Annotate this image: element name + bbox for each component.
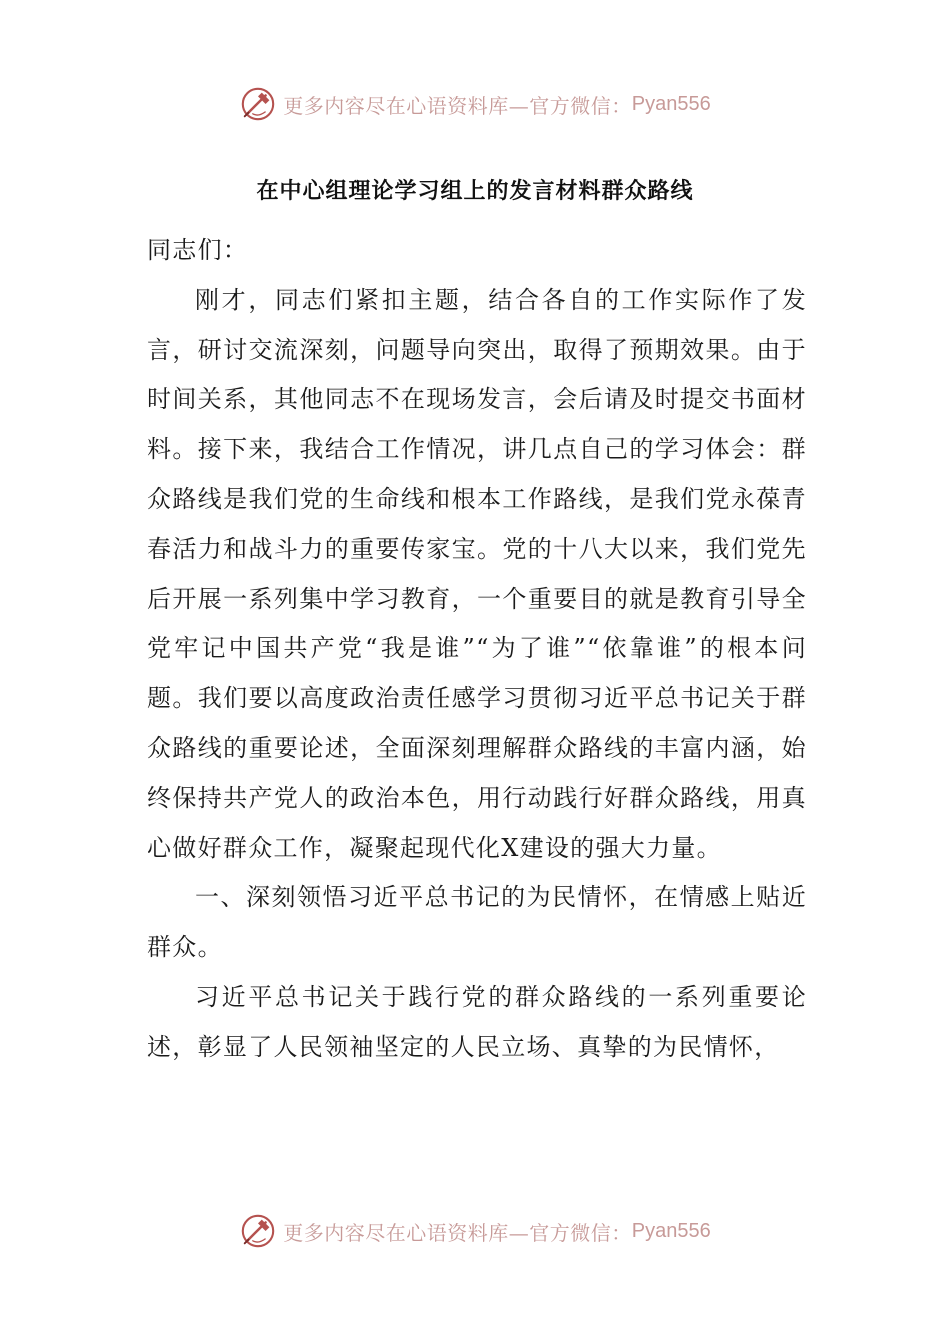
salutation: 同志们： <box>147 236 249 264</box>
watermark-text: 更多内容尽在心语资料库—官方微信： <box>283 93 632 118</box>
paragraph: 习近平总书记关于践行党的群众路线的一系列重要论述，彰显了人民领袖坚定的人民立场、真挚的为民情怀， <box>147 982 807 1061</box>
watermark-header <box>0 82 950 126</box>
section-heading: 一、深刻领悟习近平总书记的为民情怀，在情感上贴近群众。 <box>147 883 807 962</box>
watermark-text: 更多内容尽在心语资料库—官方微信： <box>283 1220 632 1245</box>
watermark-wechat-id: Pyan556 <box>631 92 711 115</box>
watermark-footer <box>0 1209 950 1253</box>
pen-logo-icon <box>239 85 277 123</box>
document-title: 在中心组理论学习组上的发言材料群众路线 <box>256 178 694 204</box>
pen-logo-icon <box>239 1212 277 1250</box>
watermark-wechat-id: Pyan556 <box>631 1219 711 1242</box>
document-body <box>147 226 807 1073</box>
paragraph: 刚才，同志们紧扣主题，结合各自的工作实际作了发言，研讨交流深刻，问题导向突出，取得了预期效果。由于时间关系，其他同志不在现场发言，会后请及时提交书面材料。接下来，我结合工作情况，讲几点自己的学习体会：群众路线是我们党的生命线和根本工作路线，是我们党永葆青春活力和战斗力的重要传家宝。党的十八大以来，我们党先后开展一系列集中学习教育，一个重要目的就是教育引导全党牢记中国共产党“我是谁”“为了谁”“依靠谁”的根本问题。我们要以高度政治责任感学习贯彻习近平总书记关于群众路线的重要论述，全面深刻理解群众路线的丰富内涵，始终保持共产党人的政治本色，用行动践行好群众路线，用真心做好群众工作，凝聚起现代化X建设的强大力量。 <box>147 285 807 862</box>
